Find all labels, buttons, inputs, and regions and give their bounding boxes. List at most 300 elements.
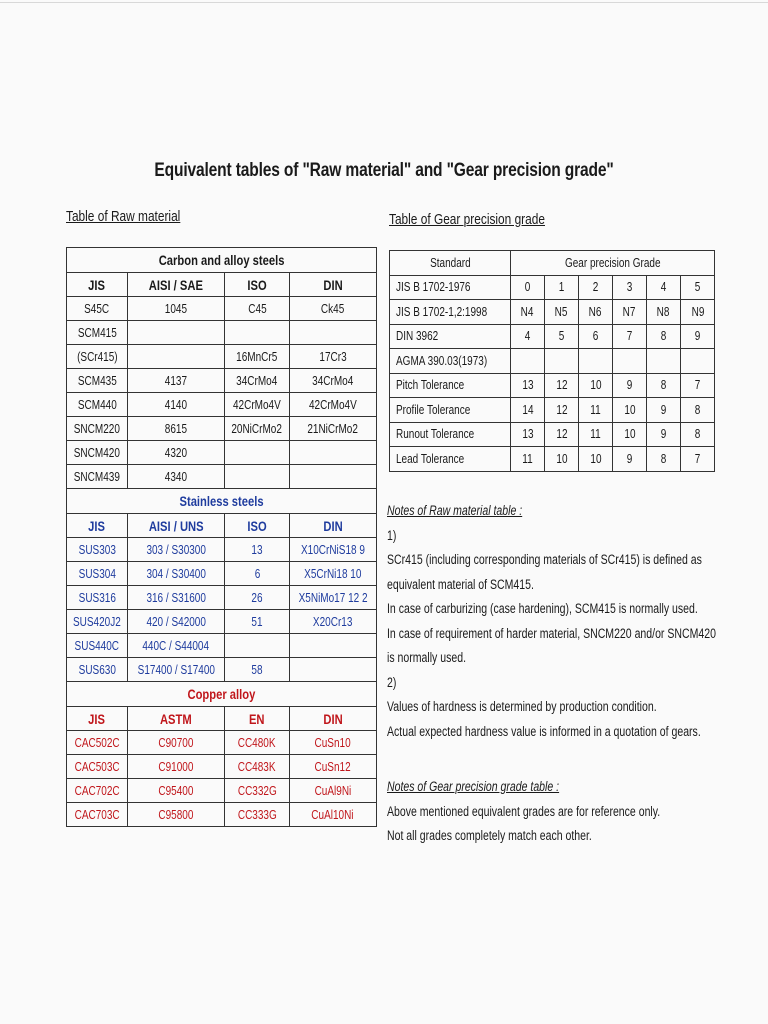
carbon-table-cell-text: 4140	[164, 397, 188, 412]
copper-table-row	[67, 803, 377, 827]
carbon-table-cell	[289, 369, 376, 393]
carbon-table-row	[67, 465, 377, 489]
copper-table-cell	[67, 755, 128, 779]
carbon-table-cell	[127, 441, 225, 465]
carbon-column-header	[127, 273, 225, 297]
stainless-table-row	[67, 562, 377, 586]
gear-grade-cell-text: 10	[623, 402, 636, 417]
gear-grade-cell	[680, 422, 714, 447]
copper-table-cell-text: CAC502C	[74, 735, 120, 750]
carbon-table-cell	[289, 393, 376, 417]
gear-grade-cell-text: 0	[524, 280, 531, 295]
gear-grade-cell-text: 5	[694, 280, 701, 295]
gear-grade-cell-text: 13	[521, 427, 534, 442]
gear-grade-cell	[646, 349, 680, 374]
gear-table-caption: Table of Gear precision grade	[389, 212, 545, 228]
gear-table-row	[390, 275, 715, 300]
stainless-table-cell-text: SUS303	[78, 542, 116, 557]
copper-column-header-text: ASTM	[160, 710, 192, 727]
carbon-table-cell	[225, 369, 289, 393]
gear-grade-cell-text: N4	[521, 304, 534, 319]
carbon-section-title-text: Carbon and alloy steels	[158, 252, 285, 268]
carbon-table-cell-text: 34CrMo4	[312, 373, 354, 388]
stainless-table-cell	[289, 634, 376, 658]
gear-grade-cell-text: 11	[590, 427, 601, 442]
gear-grade-cell	[544, 398, 578, 423]
stainless-column-header	[289, 514, 376, 538]
gear-grade-cell-text: 11	[590, 402, 601, 417]
gear-grade-cell	[646, 373, 680, 398]
gear-grade-cell	[544, 447, 578, 472]
copper-table-row	[67, 755, 377, 779]
copper-column-header	[127, 707, 225, 731]
stainless-section-title-text: Stainless steels	[179, 493, 264, 509]
gear-grade-cell-text: N8	[657, 304, 670, 319]
gear-grade-cell-text: 13	[521, 378, 534, 393]
stainless-table-cell	[67, 538, 128, 562]
stainless-table-cell-text: S17400 / S17400	[137, 662, 215, 677]
carbon-table-cell	[67, 417, 128, 441]
note-line: In case of requirement of harder material, SNCM220 and/or SNCM420	[387, 625, 716, 641]
carbon-column-header-text: DIN	[323, 276, 343, 293]
carbon-table-cell-text: 42CrMo4V	[233, 397, 281, 412]
carbon-table-cell-text: 21NiCrMo2	[307, 421, 358, 436]
gear-grade-cell-text: 8	[660, 451, 667, 466]
carbon-table-cell	[289, 297, 376, 321]
copper-table-cell-text: CC333G	[237, 807, 277, 822]
gear-grade-cell	[544, 324, 578, 349]
carbon-table-cell	[225, 345, 289, 369]
gear-grade-cell	[680, 373, 714, 398]
gear-grade-cell	[544, 275, 578, 300]
copper-table-cell-text: C91000	[158, 759, 194, 774]
stainless-table-cell-text: SUS316	[78, 590, 116, 605]
copper-table-cell	[289, 731, 376, 755]
gear-grade-cell	[510, 300, 544, 325]
stainless-section-title-row	[67, 489, 377, 514]
copper-table-cell	[67, 779, 128, 803]
copper-table-cell	[225, 803, 289, 827]
gear-grade-cell	[680, 324, 714, 349]
stainless-table-cell-text: 420 / S42000	[146, 614, 206, 629]
gear-grade-cell	[578, 324, 612, 349]
gear-grade-cell	[578, 373, 612, 398]
copper-table-cell	[289, 779, 376, 803]
raw-material-table	[66, 247, 377, 827]
carbon-table-cell	[127, 393, 225, 417]
copper-section-title	[67, 682, 377, 707]
carbon-table-cell	[225, 321, 289, 345]
note-line: 2)	[387, 674, 397, 690]
grade-header	[510, 251, 714, 276]
gear-grade-cell-text: N5	[555, 304, 568, 319]
gear-grade-cell	[646, 447, 680, 472]
gear-standard-cell-text: Pitch Tolerance	[396, 378, 465, 393]
carbon-table-cell	[225, 297, 289, 321]
carbon-table-cell	[67, 345, 128, 369]
carbon-column-header-text: JIS	[88, 276, 106, 293]
gear-grade-cell	[544, 422, 578, 447]
carbon-table-cell-text: C45	[247, 301, 267, 316]
gear-grade-cell-text: 14	[521, 402, 534, 417]
gear-grade-cell-text: N6	[589, 304, 602, 319]
stainless-table-cell-text: X5NiMo17 12 2	[298, 590, 368, 605]
copper-table-row	[67, 779, 377, 803]
gear-grade-cell	[578, 422, 612, 447]
stainless-column-header-text: DIN	[323, 517, 343, 534]
stainless-table-cell-text: SUS420J2	[72, 614, 121, 629]
stainless-table-row	[67, 586, 377, 610]
stainless-table-cell	[289, 610, 376, 634]
stainless-table-cell	[225, 634, 289, 658]
gear-grade-cell-text: 12	[555, 402, 568, 417]
stainless-table-cell-text: 26	[251, 590, 263, 605]
standard-header-text: Standard	[429, 255, 471, 270]
copper-table-cell-text: CuAl9Ni	[314, 783, 352, 798]
stainless-header-row	[67, 514, 377, 538]
carbon-section-title	[67, 248, 377, 273]
gear-grade-cell	[612, 447, 646, 472]
stainless-table-cell-text: X20Cr13	[312, 614, 353, 629]
carbon-column-header	[67, 273, 128, 297]
gear-standard-cell-text: Profile Tolerance	[396, 402, 471, 417]
gear-grade-cell	[612, 373, 646, 398]
note-line: Not all grades completely match each other.	[387, 828, 592, 843]
carbon-table-cell	[289, 417, 376, 441]
stainless-table-cell-text: 304 / S30400	[146, 566, 206, 581]
stainless-table-cell	[225, 610, 289, 634]
gear-standard-cell	[390, 373, 511, 398]
stainless-table-cell	[67, 634, 128, 658]
stainless-table-cell	[67, 610, 128, 634]
gear-grade-cell	[646, 422, 680, 447]
stainless-column-header-text: ISO	[247, 517, 267, 534]
stainless-table-cell-text: 440C / S44004	[142, 638, 210, 653]
gear-grade-cell-text: 10	[589, 451, 602, 466]
gear-grade-cell	[612, 275, 646, 300]
gear-standard-cell-text: JIS B 1702-1,2:1998	[396, 304, 488, 319]
gear-standard-cell	[390, 349, 511, 374]
carbon-table-cell-text: SCM415	[77, 325, 117, 340]
carbon-column-header	[289, 273, 376, 297]
carbon-table-row	[67, 393, 377, 417]
note-line: In case of carburizing (case hardening), SCM415 is normally used.	[387, 601, 698, 616]
stainless-table-row	[67, 658, 377, 682]
stainless-column-header-text: AISI / UNS	[148, 517, 204, 534]
carbon-table-row	[67, 297, 377, 321]
carbon-table-cell	[127, 465, 225, 489]
carbon-table-cell	[67, 441, 128, 465]
stainless-table-cell-text: SUS304	[78, 566, 116, 581]
gear-grade-cell-text: 9	[694, 329, 701, 344]
gear-standard-cell-text: Runout Tolerance	[396, 427, 475, 442]
copper-table-cell	[127, 779, 225, 803]
carbon-table-cell	[127, 321, 225, 345]
stainless-table-cell-text: 303 / S30300	[146, 542, 206, 557]
gear-standard-cell-text: Lead Tolerance	[396, 451, 465, 466]
grade-header-text: Gear precision Grade	[564, 255, 661, 270]
gear-grade-cell	[612, 300, 646, 325]
gear-grade-cell	[510, 324, 544, 349]
stainless-table-cell-text: SUS440C	[74, 638, 120, 653]
carbon-table-cell-text: 34CrMo4	[236, 373, 278, 388]
copper-section-title-text: Copper alloy	[187, 686, 256, 702]
scan-edge-line	[0, 2, 768, 3]
carbon-table-cell	[289, 321, 376, 345]
gear-grade-cell	[612, 398, 646, 423]
copper-column-header-text: JIS	[88, 710, 106, 727]
carbon-table-cell-text: SNCM439	[73, 469, 120, 484]
carbon-table-cell	[127, 369, 225, 393]
copper-column-header	[225, 707, 289, 731]
gear-grade-cell	[612, 324, 646, 349]
stainless-table-cell-text: X10CrNiS18 9	[300, 542, 365, 557]
stainless-table-row	[67, 634, 377, 658]
stainless-table-cell	[127, 562, 225, 586]
copper-table-cell-text: CuAl10Ni	[311, 807, 354, 822]
gear-grade-cell-text: 12	[555, 427, 568, 442]
gear-grade-cell	[544, 373, 578, 398]
stainless-table-cell-text: 6	[254, 566, 260, 581]
gear-header-row	[390, 251, 715, 276]
carbon-table-row	[67, 345, 377, 369]
copper-column-header-text: EN	[249, 710, 265, 727]
copper-table-cell-text: CAC503C	[74, 759, 120, 774]
carbon-column-header	[225, 273, 289, 297]
gear-grade-cell	[510, 275, 544, 300]
carbon-table-row	[67, 321, 377, 345]
carbon-section-title-row	[67, 248, 377, 273]
gear-table-row	[390, 447, 715, 472]
note-line: is normally used.	[387, 650, 467, 665]
carbon-table-row	[67, 369, 377, 393]
copper-column-header-text: DIN	[323, 710, 343, 727]
carbon-table-cell	[67, 369, 128, 393]
stainless-table-cell-text: X5CrNi18 10	[304, 566, 362, 581]
gear-grade-cell	[680, 275, 714, 300]
carbon-table-cell	[127, 417, 225, 441]
gear-grade-cell-text: 8	[694, 402, 701, 417]
stainless-table-cell	[289, 586, 376, 610]
carbon-table-cell	[225, 441, 289, 465]
gear-grade-cell-text: 10	[623, 427, 636, 442]
gear-grade-cell-text: 8	[660, 378, 667, 393]
gear-standard-cell	[390, 275, 511, 300]
carbon-table-cell-text: SNCM220	[73, 421, 120, 436]
gear-grade-cell-text: 10	[555, 451, 568, 466]
carbon-table-cell-text: 20NiCrMo2	[231, 421, 283, 436]
gear-grade-cell-text: 4	[524, 329, 531, 344]
carbon-table-cell	[127, 297, 225, 321]
carbon-column-header-text: AISI / SAE	[149, 276, 204, 293]
gear-grade-cell-text: 9	[626, 378, 633, 393]
gear-grade-cell	[578, 300, 612, 325]
gear-standard-cell-text: AGMA 390.03(1973)	[396, 353, 488, 368]
carbon-table-cell-text: 4340	[164, 469, 188, 484]
raw-table-caption: Table of Raw material	[66, 209, 181, 225]
copper-table-cell	[127, 731, 225, 755]
carbon-table-cell-text: 1045	[164, 301, 188, 316]
stainless-table-cell	[127, 658, 225, 682]
stainless-table-cell	[127, 586, 225, 610]
carbon-table-cell-text: SNCM420	[73, 445, 120, 460]
stainless-table-cell-text: 51	[251, 614, 263, 629]
copper-table-cell	[225, 779, 289, 803]
copper-table-cell	[225, 731, 289, 755]
gear-table-row	[390, 373, 715, 398]
note-line: equivalent material of SCM415.	[387, 576, 534, 592]
gear-grade-cell-text: 9	[626, 451, 633, 466]
gear-grade-cell-text: 7	[694, 451, 701, 466]
carbon-table-cell	[289, 465, 376, 489]
copper-header-row	[67, 707, 377, 731]
gear-standard-cell	[390, 447, 511, 472]
gear-standard-cell-text: JIS B 1702-1976	[396, 280, 471, 295]
gear-grade-cell-text: 8	[660, 329, 667, 344]
note-line: SCr415 (including corresponding materials of SCr415) is defined as	[387, 552, 702, 567]
stainless-column-header	[127, 514, 225, 538]
carbon-table-cell-text: SCM435	[77, 373, 117, 388]
stainless-table-cell	[127, 610, 225, 634]
carbon-table-cell-text: SCM440	[77, 397, 117, 412]
gear-standard-cell	[390, 300, 511, 325]
stainless-table-cell	[127, 538, 225, 562]
page-title: Equivalent tables of "Raw material" and "Gear precision grade"	[154, 160, 614, 181]
stainless-table-cell	[289, 538, 376, 562]
gear-grade-cell-text: 7	[694, 378, 701, 393]
gear-grade-notes	[387, 775, 757, 849]
carbon-table-cell-text: (SCr415)	[76, 349, 118, 364]
stainless-column-header	[225, 514, 289, 538]
note-line: Above mentioned equivalent grades are for reference only.	[387, 803, 661, 819]
gear-grade-cell	[510, 447, 544, 472]
copper-table-row	[67, 731, 377, 755]
gear-grade-cell-text: 11	[522, 451, 533, 466]
stainless-table-cell-text: 13	[251, 542, 263, 557]
gear-grade-cell	[510, 422, 544, 447]
copper-table-cell	[289, 755, 376, 779]
carbon-table-cell-text: 16MnCr5	[236, 349, 278, 364]
stainless-table-cell-text: 316 / S31600	[146, 590, 206, 605]
gear-grade-cell-text: 4	[660, 280, 667, 295]
gear-grade-cell	[544, 300, 578, 325]
gear-grade-cell-text: 1	[558, 280, 565, 295]
gear-grade-cell	[646, 398, 680, 423]
carbon-table-cell-text: Ck45	[321, 301, 345, 316]
carbon-table-cell	[289, 441, 376, 465]
gear-grade-cell-text: 9	[660, 427, 667, 442]
copper-table-cell	[127, 803, 225, 827]
gear-grade-cell-text: 2	[592, 280, 599, 295]
carbon-header-row	[67, 273, 377, 297]
note-line: Values of hardness is determined by production condition.	[387, 699, 657, 714]
gear-table-row	[390, 398, 715, 423]
stainless-table-cell	[67, 562, 128, 586]
carbon-table-cell	[67, 393, 128, 417]
copper-table-cell-text: CAC703C	[74, 807, 120, 822]
stainless-table-cell	[225, 658, 289, 682]
gear-grade-cell	[578, 398, 612, 423]
gear-grade-cell	[680, 447, 714, 472]
gear-standard-cell	[390, 324, 511, 349]
gear-grade-cell-text: N7	[623, 304, 636, 319]
raw-notes-heading: Notes of Raw material table :	[387, 503, 523, 518]
gear-grade-cell-text: N9	[691, 304, 704, 319]
copper-table-cell-text: CAC702C	[74, 783, 120, 798]
stainless-table-row	[67, 610, 377, 634]
gear-table-row	[390, 300, 715, 325]
copper-table-cell-text: CC483K	[238, 759, 276, 774]
copper-table-cell	[67, 731, 128, 755]
gear-grade-cell-text: 12	[555, 378, 568, 393]
gear-grade-cell-text: 3	[626, 280, 633, 295]
stainless-table-cell-text: 58	[251, 662, 263, 677]
carbon-table-cell-text: S45C	[84, 301, 110, 316]
gear-grade-cell	[680, 398, 714, 423]
copper-column-header	[67, 707, 128, 731]
stainless-table-row	[67, 538, 377, 562]
gear-grade-cell-text: 6	[592, 329, 599, 344]
carbon-table-cell	[127, 345, 225, 369]
copper-table-cell-text: CuSn12	[314, 759, 351, 774]
carbon-table-cell	[67, 297, 128, 321]
gear-grade-cell	[510, 349, 544, 374]
stainless-column-header	[67, 514, 128, 538]
copper-table-cell	[127, 755, 225, 779]
stainless-table-cell	[225, 562, 289, 586]
carbon-table-cell	[67, 321, 128, 345]
gear-grade-cell	[612, 349, 646, 374]
raw-material-notes	[387, 499, 757, 744]
gear-grade-cell-text: 9	[660, 402, 667, 417]
gear-table-row	[390, 324, 715, 349]
carbon-column-header-text: ISO	[247, 276, 267, 293]
note-line: Actual expected hardness value is informed in a quotation of gears.	[387, 723, 701, 739]
carbon-table-cell	[289, 345, 376, 369]
copper-table-cell-text: C90700	[158, 735, 194, 750]
stainless-table-cell	[67, 586, 128, 610]
gear-grade-cell	[578, 275, 612, 300]
stainless-table-cell	[127, 634, 225, 658]
copper-section-title-row	[67, 682, 377, 707]
copper-table-cell	[225, 755, 289, 779]
copper-table-cell-text: CuSn10	[314, 735, 351, 750]
gear-grade-cell-text: 7	[626, 329, 633, 344]
stainless-section-title	[67, 489, 377, 514]
gear-standard-cell	[390, 422, 511, 447]
gear-standard-cell-text: DIN 3962	[396, 329, 439, 344]
gear-grade-cell	[578, 447, 612, 472]
stainless-table-cell	[289, 562, 376, 586]
carbon-table-cell-text: 17Cr3	[319, 349, 347, 364]
gear-grade-cell	[646, 275, 680, 300]
stainless-table-cell	[67, 658, 128, 682]
gear-grade-cell-text: 8	[694, 427, 701, 442]
carbon-table-cell	[225, 393, 289, 417]
stainless-table-cell	[225, 586, 289, 610]
carbon-table-cell-text: 4137	[164, 373, 188, 388]
copper-table-cell-text: CC480K	[238, 735, 276, 750]
gear-grade-cell-text: 10	[589, 378, 602, 393]
standard-header	[390, 251, 511, 276]
carbon-table-cell-text: 42CrMo4V	[308, 397, 357, 412]
copper-table-cell-text: C95400	[158, 783, 194, 798]
carbon-table-cell	[225, 465, 289, 489]
gear-notes-heading: Notes of Gear precision grade table :	[387, 779, 560, 794]
gear-precision-table	[389, 250, 715, 472]
gear-grade-cell	[510, 398, 544, 423]
gear-grade-cell	[680, 300, 714, 325]
